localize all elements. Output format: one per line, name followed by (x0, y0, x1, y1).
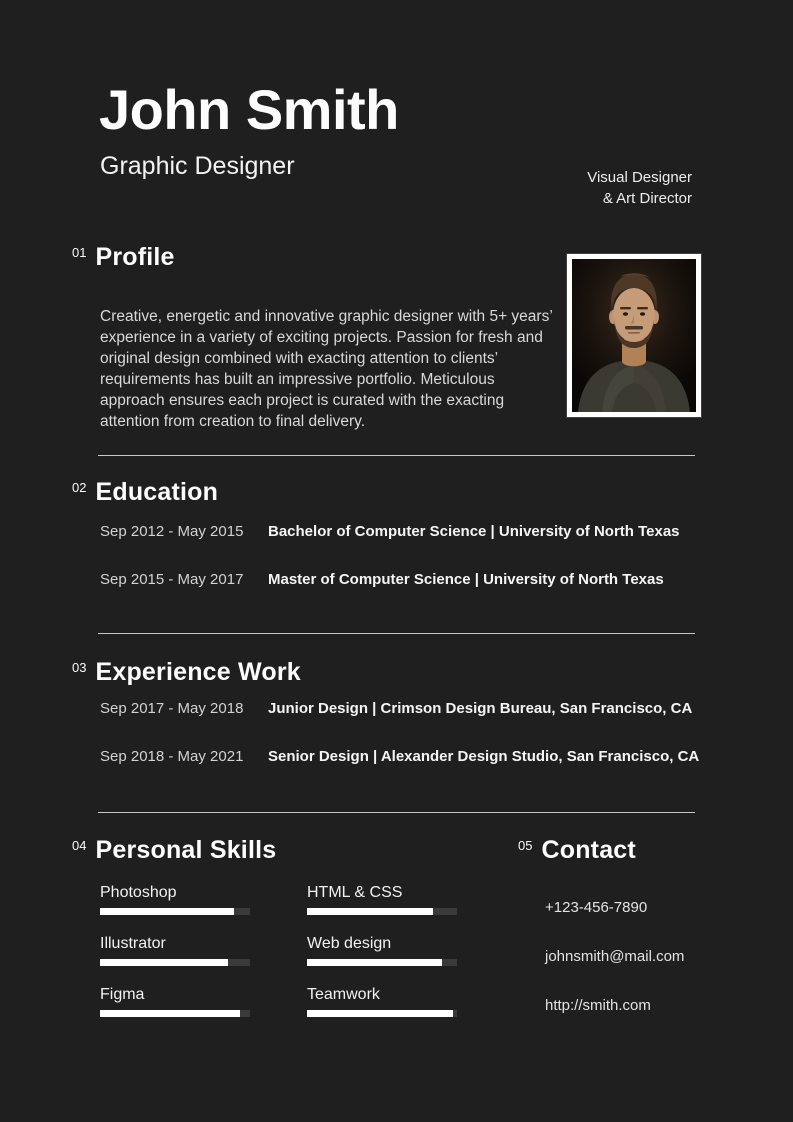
section-heading-skills (72, 836, 276, 864)
section-title: Personal Skills (95, 836, 277, 864)
profile-text: Creative, energetic and innovative graphic designer with 5+ years’ experience in a variety of exciting projects. Passion for fresh and original design combined with exacting attention to clients’ requirements has built an impressive portfolio. Meticulous approach ensures each project is curated with the exacting attention from creation to final delivery. (100, 307, 553, 430)
row-period: Sep 2018 - May 2021 (100, 748, 244, 765)
experience-rows (100, 700, 700, 796)
contact-list (545, 899, 684, 1015)
skill-item (100, 986, 250, 1017)
skill-bar (100, 908, 250, 915)
section-number: 04 (72, 838, 87, 853)
divider (98, 812, 695, 813)
divider (98, 455, 695, 456)
row-detail: Bachelor of Computer Science | University of North Texas (268, 523, 680, 540)
row-detail: Master of Computer Science | University of North Texas (268, 571, 664, 588)
skill-item (307, 935, 457, 966)
skill-bar (307, 959, 457, 966)
person-role: Graphic Designer (100, 152, 295, 180)
tagline-line-2: & Art Director (602, 190, 692, 207)
skills-grid (100, 884, 457, 1017)
skill-bar-fill (307, 959, 442, 966)
section-heading-profile (72, 243, 175, 271)
skill-name: HTML & CSS (307, 884, 403, 901)
skill-bar-fill (100, 959, 228, 966)
row-period: Sep 2012 - May 2015 (100, 523, 244, 540)
row-period: Sep 2015 - May 2017 (100, 571, 244, 588)
header-tagline (587, 167, 692, 209)
skill-bar (307, 908, 457, 915)
section-number: 02 (72, 480, 87, 495)
education-row (100, 571, 700, 589)
section-number: 05 (518, 838, 533, 853)
skill-item (100, 884, 250, 915)
divider (98, 633, 695, 634)
education-rows (100, 523, 700, 619)
skill-bar (307, 1010, 457, 1017)
skill-name: Photoshop (100, 884, 177, 901)
section-heading-contact (518, 836, 636, 864)
portrait-photo (567, 254, 701, 417)
section-number: 01 (72, 245, 87, 260)
portrait-illustration (572, 259, 696, 412)
skill-bar (100, 959, 250, 966)
skill-item (100, 935, 250, 966)
section-heading-education (72, 478, 218, 506)
skill-item (307, 884, 457, 915)
section-heading-experience (72, 658, 301, 686)
section-title: Profile (95, 243, 175, 271)
section-title: Experience Work (95, 658, 301, 686)
skill-bar-fill (307, 1010, 453, 1017)
contact-website: http://smith.com (545, 997, 651, 1014)
contact-phone: +123-456-7890 (545, 899, 648, 916)
experience-row (100, 700, 700, 718)
section-number: 03 (72, 660, 87, 675)
skill-bar-fill (100, 1010, 240, 1017)
section-title: Education (95, 478, 219, 506)
person-name: John Smith (99, 78, 399, 141)
tagline-line-1: Visual Designer (587, 169, 692, 186)
contact-email: johnsmith@mail.com (545, 948, 685, 965)
row-period: Sep 2017 - May 2018 (100, 700, 244, 717)
row-detail: Senior Design | Alexander Design Studio, San Francisco, CA (268, 748, 700, 765)
skill-name: Web design (307, 935, 392, 952)
skill-bar-fill (307, 908, 433, 915)
skill-name: Teamwork (307, 986, 380, 1003)
skill-name: Figma (100, 986, 145, 1003)
education-row (100, 523, 700, 541)
skill-name: Illustrator (100, 935, 166, 952)
experience-row (100, 748, 700, 766)
skill-item (307, 986, 457, 1017)
skill-bar-fill (100, 908, 234, 915)
section-title: Contact (541, 836, 636, 864)
skill-bar (100, 1010, 250, 1017)
row-detail: Junior Design | Crimson Design Bureau, San Francisco, CA (268, 700, 693, 717)
